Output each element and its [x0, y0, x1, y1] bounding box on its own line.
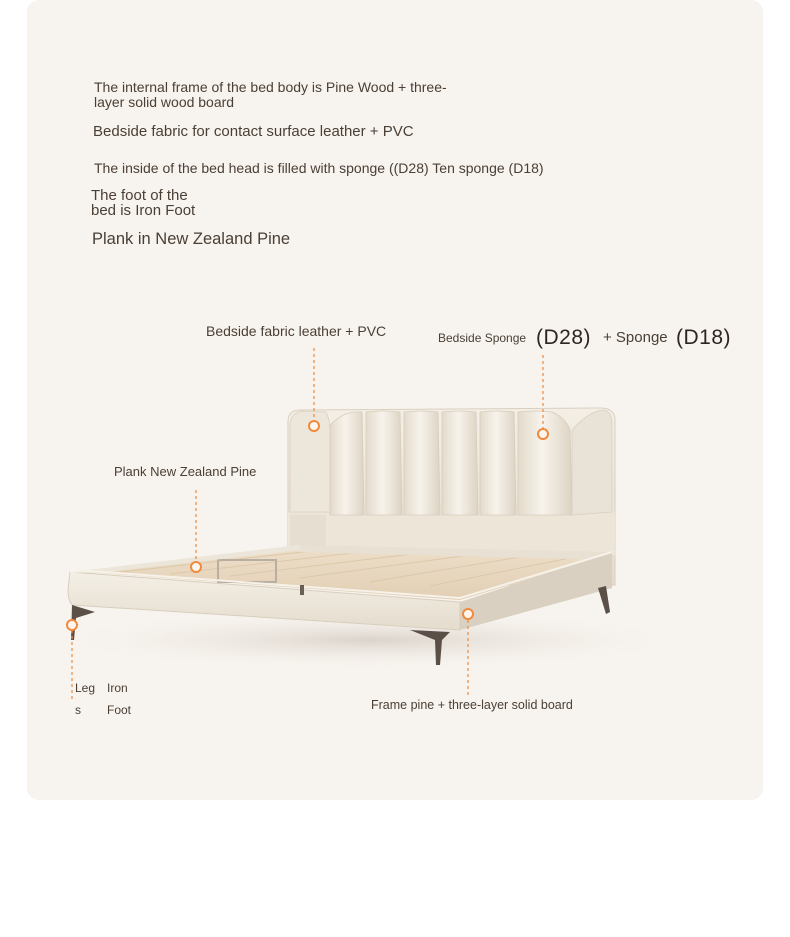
callout-sponge-prefix: Bedside Sponge [438, 331, 527, 345]
spec-fabric: Bedside fabric for contact surface leather + PVC [93, 123, 414, 140]
fabric-marker [309, 421, 319, 431]
callout-sponge-d18: (D18) [676, 326, 732, 349]
callout-legs-b1: Iron [107, 681, 128, 695]
headboard-channel [366, 411, 402, 515]
spec-frame-line1: The internal frame of the bed body is Pine Wood + three- [94, 79, 447, 95]
headboard-channel [442, 411, 478, 515]
headboard-channel [480, 411, 516, 515]
spec-filling: The inside of the bed head is filled with sponge ((D28) Ten sponge (D18) [94, 160, 544, 176]
spec-plank: Plank in New Zealand Pine [92, 230, 291, 248]
callout-legs-b2: Foot [107, 703, 132, 717]
callout-frame: Frame pine + three-layer solid board [371, 698, 573, 712]
headboard-wing [572, 410, 612, 515]
headboard-channel [404, 411, 440, 515]
callout-sponge-d28: (D28) [536, 326, 592, 349]
callout-legs-a2: s [75, 703, 81, 717]
headboard-channel [518, 411, 572, 515]
legs-marker [67, 620, 77, 630]
callout-plank: Plank New Zealand Pine [114, 464, 257, 479]
plank-marker [191, 562, 201, 572]
callout-legs-a1: Leg [75, 681, 96, 695]
spec-frame-line2: layer solid wood board [94, 94, 235, 110]
headboard-channel [330, 412, 364, 515]
callout-fabric: Bedside fabric leather + PVC [206, 323, 387, 339]
callout-sponge-mid: + Sponge [603, 329, 668, 346]
frame-marker [463, 609, 473, 619]
spec-foot-line2: bed is Iron Foot [91, 202, 196, 219]
spec-foot-line1: The foot of the [91, 187, 188, 204]
sponge-marker [538, 429, 548, 439]
